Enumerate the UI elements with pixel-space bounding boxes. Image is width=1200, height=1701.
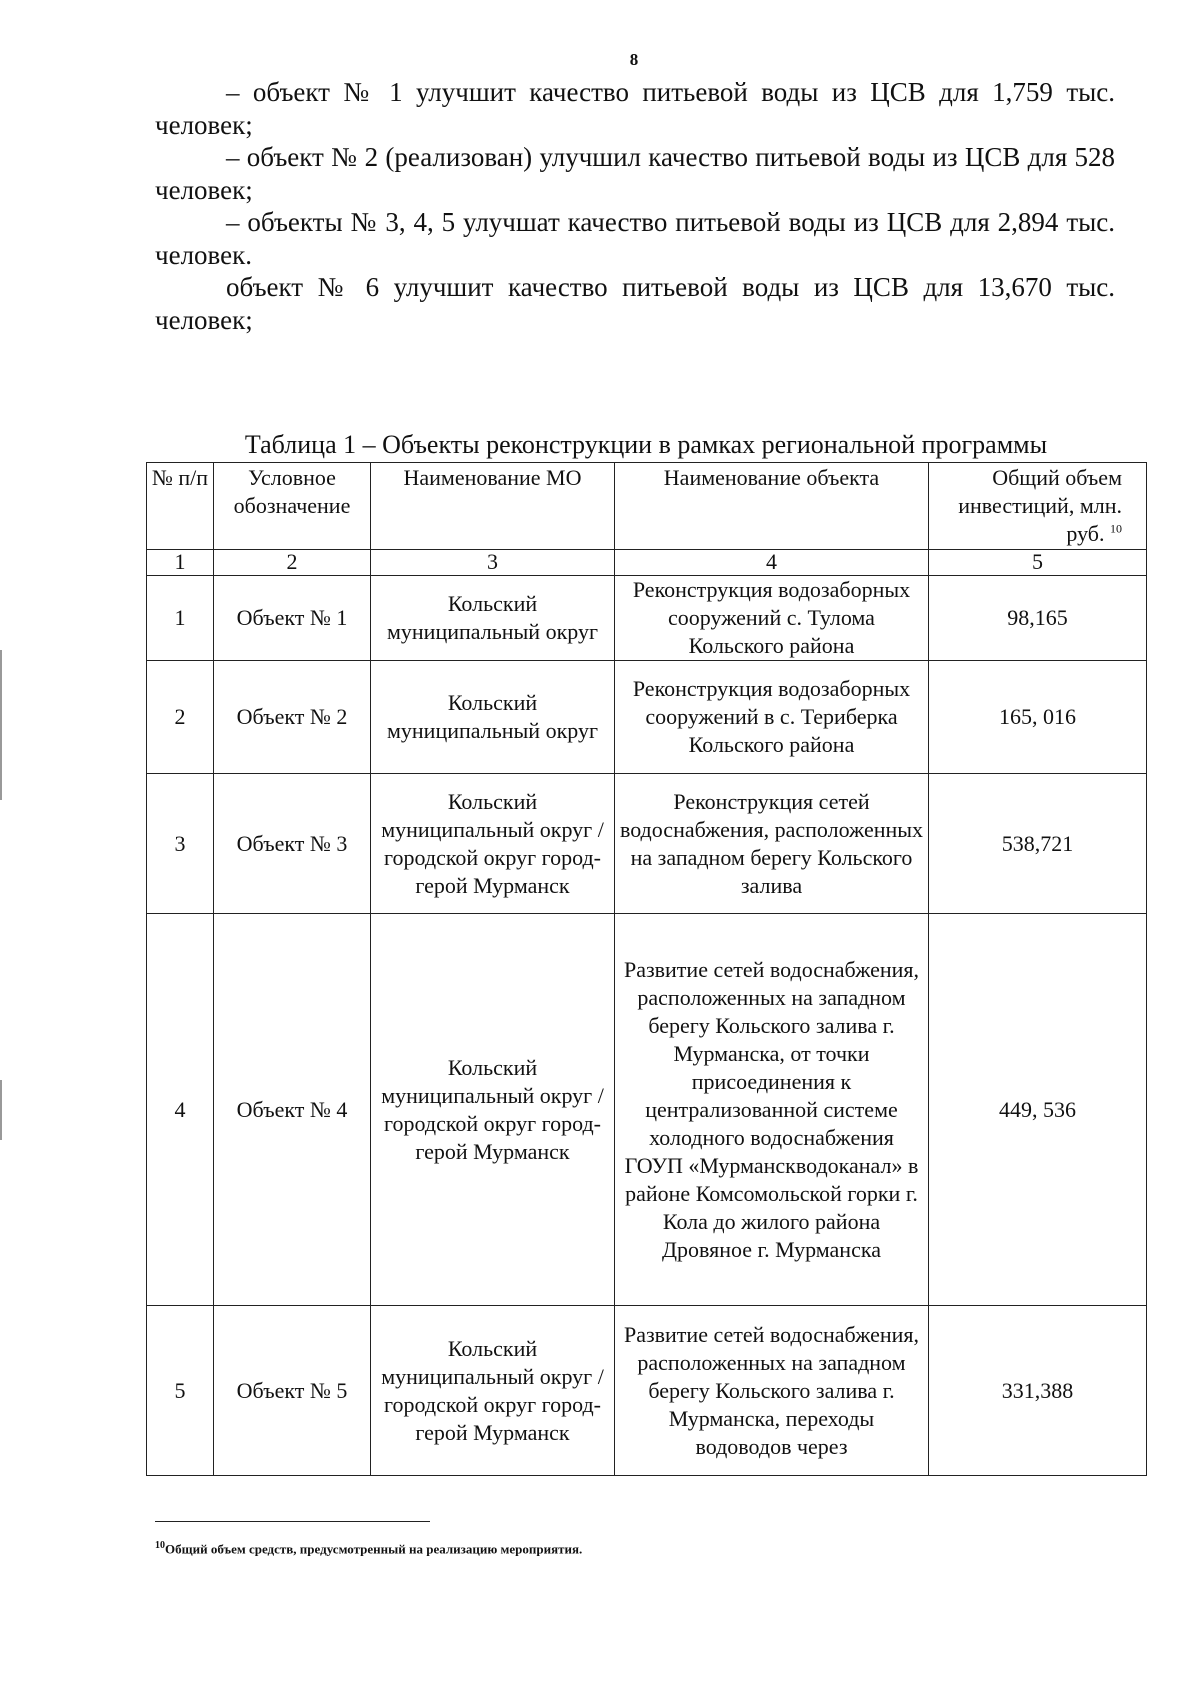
footnote-text: Общий объем средств, предусмотренный на реализацию мероприятия.	[165, 1541, 583, 1557]
footnote-ref: 10	[1110, 521, 1122, 536]
table-row	[147, 774, 1147, 914]
header-mo-name: Наименование МО	[371, 463, 615, 550]
row-number: 1	[147, 576, 214, 661]
table-index-row	[147, 550, 1147, 576]
row-number: 4	[147, 914, 214, 1306]
row-investment: 165, 016	[929, 661, 1147, 774]
row-number: 2	[147, 661, 214, 774]
table-row	[147, 576, 1147, 661]
index-cell: 2	[214, 550, 371, 576]
header-designation: Условное обозначение	[214, 463, 371, 550]
row-number: 5	[147, 1306, 214, 1476]
paragraph-object-2: – объект № 2 (реализован) улучшил качество питьевой воды из ЦСВ для 528 человек;	[155, 142, 1115, 205]
row-designation: Объект № 4	[214, 914, 371, 1306]
row-object-name: Реконструкция сетей водоснабжения, расположенных на западном берегу Кольского залива	[615, 774, 929, 914]
index-cell: 4	[615, 550, 929, 576]
header-investment	[929, 463, 1147, 550]
index-cell: 5	[929, 550, 1147, 576]
objects-table	[146, 462, 1147, 1476]
table-header-row	[147, 463, 1147, 550]
row-object-name: Реконструкция водозаборных сооружений в с. Териберка Кольского района	[615, 661, 929, 774]
table-row	[147, 661, 1147, 774]
paragraph-objects-3-5: – объекты № 3, 4, 5 улучшат качество питьевой воды из ЦСВ для 2,894 тыс. человек.	[155, 207, 1115, 270]
row-object-name: Развитие сетей водоснабжения, расположенных на западном берегу Кольского залива г. Мурманска, от точки присоединения к централизованной системе холодного водоснабжения ГОУП «Мурманскводоканал» в районе Комсомольской горки г. Кола до жилого района Дровяное г. Мурманска	[615, 914, 929, 1306]
paragraph-object-1: – объект № 1 улучшит качество питьевой воды из ЦСВ для 1,759 тыс. человек;	[155, 77, 1115, 140]
row-object-name: Реконструкция водозаборных сооружений с. Тулома Кольского района	[615, 576, 929, 661]
row-designation: Объект № 5	[214, 1306, 371, 1476]
index-cell: 1	[147, 550, 214, 576]
row-mo-name: Кольский муниципальный округ /городской округ город-герой Мурманск	[371, 774, 615, 914]
row-designation: Объект № 3	[214, 774, 371, 914]
row-number: 3	[147, 774, 214, 914]
footnote-divider	[155, 1521, 430, 1522]
row-mo-name: Кольский муниципальный округ	[371, 576, 615, 661]
row-investment: 449, 536	[929, 914, 1147, 1306]
footnote-number: 10	[155, 1540, 165, 1551]
header-investment-label: Общий объем инвестиций, млн. руб.	[958, 465, 1122, 546]
row-designation: Объект № 2	[214, 661, 371, 774]
row-mo-name: Кольский муниципальный округ / городской округ город-герой Мурманск	[371, 1306, 615, 1476]
header-object-name: Наименование объекта	[615, 463, 929, 550]
header-number: № п/п	[147, 463, 214, 550]
scan-edge-mark	[0, 650, 2, 800]
page-number: 8	[629, 50, 639, 69]
paragraph-object-6: объект № 6 улучшит качество питьевой воды из ЦСВ для 13,670 тыс. человек;	[155, 272, 1115, 335]
row-designation: Объект № 1	[214, 576, 371, 661]
table-row	[147, 914, 1147, 1306]
row-object-name: Развитие сетей водоснабжения, расположенных на западном берегу Кольского залива г. Мурманска, переходы водоводов через	[615, 1306, 929, 1476]
body-text	[155, 76, 1115, 336]
index-cell: 3	[371, 550, 615, 576]
footnote	[155, 1540, 582, 1557]
row-mo-name: Кольский муниципальный округ	[371, 661, 615, 774]
row-investment: 331,388	[929, 1306, 1147, 1476]
row-investment: 538,721	[929, 774, 1147, 914]
row-mo-name: Кольский муниципальный округ / городской округ город-герой Мурманск	[371, 914, 615, 1306]
row-investment: 98,165	[929, 576, 1147, 661]
scan-edge-mark	[0, 1080, 2, 1140]
table-row	[147, 1306, 1147, 1476]
table-caption: Таблица 1 – Объекты реконструкции в рамках региональной программы	[244, 430, 1048, 459]
